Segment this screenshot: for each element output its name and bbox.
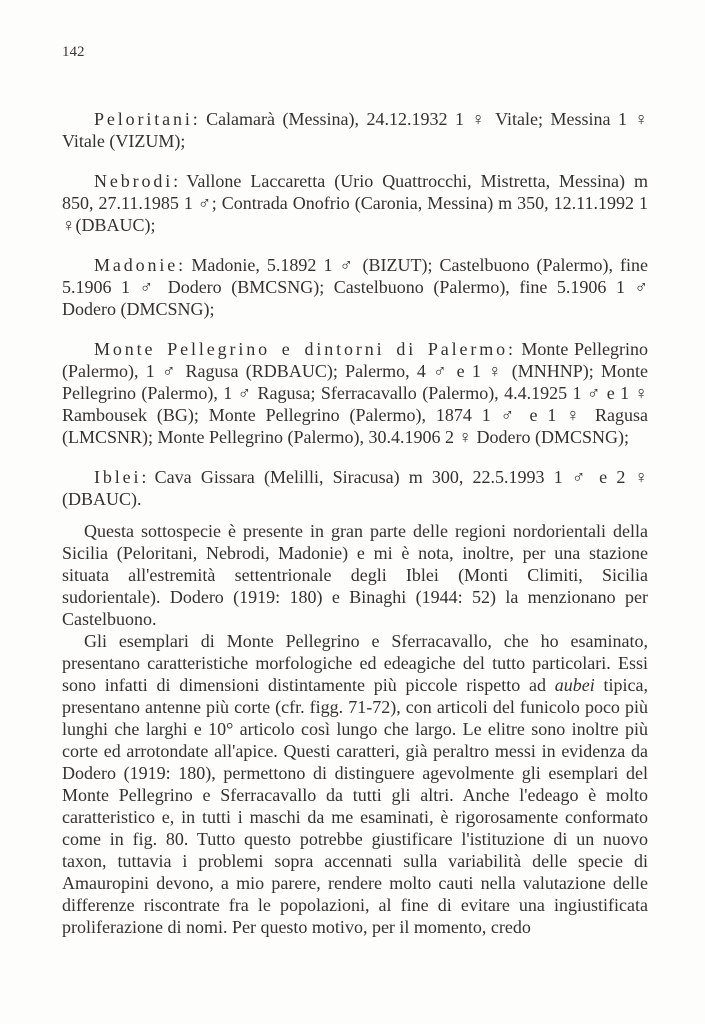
page-number: 142 (62, 44, 85, 60)
record-heading-madonie: Madonie: (94, 255, 187, 275)
record-text: Calamarà (Messina), 24.12.1932 1 ♀ Vitale; Messina 1 ♀ Vitale (VIZUM); (62, 109, 648, 151)
record-paragraph-nebrodi (62, 170, 648, 236)
record-text: Vallone Laccaretta (Urio Quattrocchi, Mistretta, Messina) m 850, 27.11.1985 1 ♂; Contrada Onofrio (Caronia, Messina) m 350, 12.11.1992 1 ♀(DBAUC); (62, 171, 648, 235)
record-paragraph-iblei (62, 466, 648, 510)
species-name-italic: aubei (554, 675, 595, 695)
record-paragraph-madonie (62, 254, 648, 320)
discussion-paragraph-distribution: Questa sottospecie è presente in gran parte delle regioni nordorientali della Sicilia (Peloritani, Nebrodi, Madonie) e mi è nota, inoltre, per una stazione situata all'estremità settentrionale degli Iblei (Monti Climiti, Sicilia sudorientale). Dodero (1919: 180) e Binaghi (1944: 52) la menzionano per Castelbuono. (62, 521, 648, 629)
record-paragraph-monte-pellegrino (62, 338, 648, 448)
record-text: Cava Gissara (Melilli, Siracusa) m 300, 22.5.1993 1 ♂ e 2 ♀ (DBAUC). (62, 467, 648, 509)
locality-records-section (62, 108, 648, 510)
discussion-text-before-species: Gli esemplari di Monte Pellegrino e Sferracavallo, che ho esaminato, presentano caratteristiche morfologiche ed edeagiche del tutto particolari. Essi sono infatti di dimensioni distintamente più piccole rispetto ad (62, 631, 648, 695)
record-text: Monte Pellegrino (Palermo), 1 ♂ Ragusa (RDBAUC); Palermo, 4 ♂ e 1 ♀ (MNHNP); Monte Pellegrino (Palermo), 1 ♂ Ragusa; Sferracavallo (Palermo), 4.4.1925 1 ♂ e 1 ♀ Rambousek (BG); Monte Pellegrino (Palermo), 1874 1 ♂ e 1 ♀ Ragusa (LMCSNR); Monte Pellegrino (Palermo), 30.4.1906 2 ♀ Dodero (DMCSNG); (62, 339, 648, 447)
record-text: Madonie, 5.1892 1 ♂ (BIZUT); Castelbuono (Palermo), fine 5.1906 1 ♂ Dodero (BMCSNG); Castelbuono (Palermo), fine 5.1906 1 ♂ Dodero (DMCSNG); (62, 255, 648, 319)
record-paragraph-peloritani (62, 108, 648, 152)
record-heading-peloritani: Peloritani: (94, 109, 201, 129)
discussion-text-after-species: tipica, presentano antenne più corte (cfr. figg. 71-72), con articoli del funicolo poco più lunghi che larghi e 10° articolo così lungo che largo. Le elitre sono inoltre più corte ed arrotondate all'apice. Questi caratteri, già peraltro messi in evidenza da Dodero (1919: 180), permettono di distinguere agevolmente gli esemplari del Monte Pellegrino e Sferracavallo da tutti gli altri. Anche l'edeago è molto caratteristico e, in tutti i maschi da me esaminati, è rigorosamente conformato come in fig. 80. Tutto questo potrebbe giustificare l'istituzione di un nuovo taxon, tuttavia i problemi sopra accennati sulla variabilità delle specie di Amauropini devono, a mio parere, rendere molto cauti nella valutazione delle differenze riscontrate fra le popolazioni, al fine di evitare una ingiustificata proliferazione di nomi. Per questo motivo, per il momento, credo (62, 675, 649, 937)
discussion-paragraph-morphology (62, 630, 648, 938)
record-heading-nebrodi: Nebrodi: (94, 171, 182, 191)
discussion-section (62, 520, 648, 938)
record-heading-iblei: Iblei: (94, 467, 150, 487)
record-heading-monte-pellegrino: Monte Pellegrino e dintorni di Palermo: (94, 339, 516, 359)
